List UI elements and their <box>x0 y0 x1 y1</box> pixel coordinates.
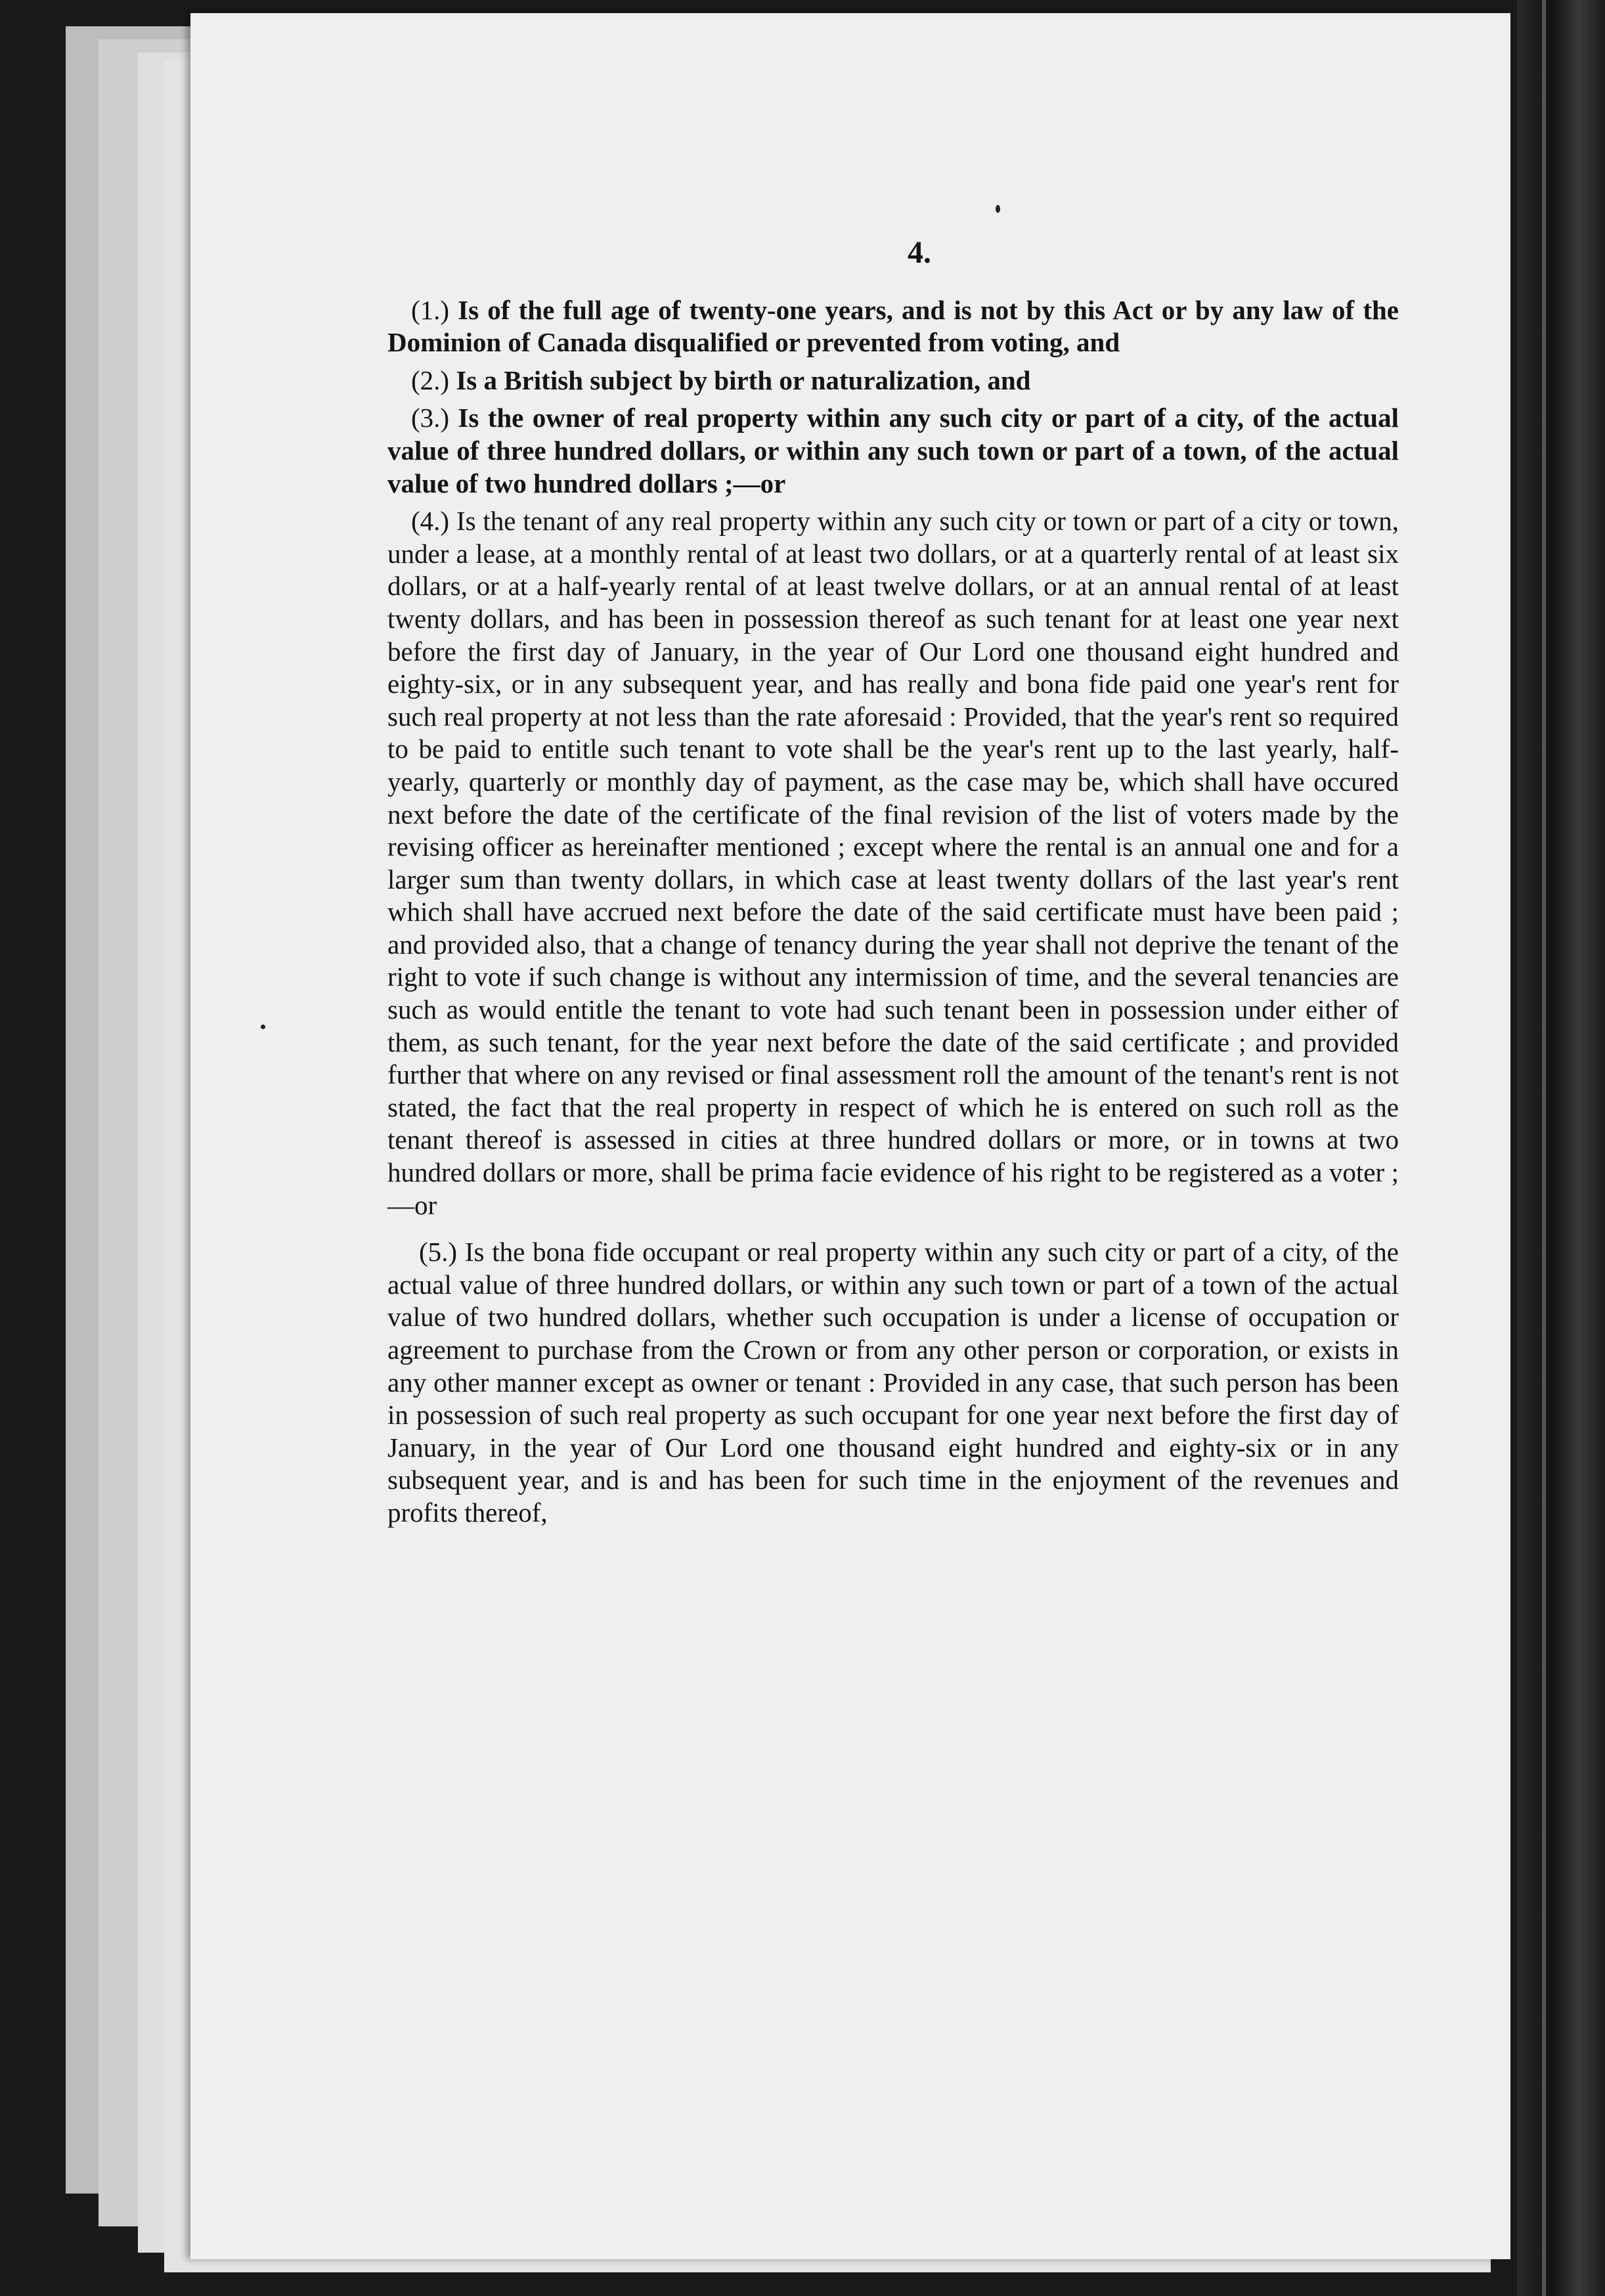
clause-number: (5.) <box>419 1237 458 1268</box>
page-number: 4. <box>908 235 931 270</box>
clause-text: Is a British subject by birth or naturalization, and <box>449 364 1031 395</box>
clause-3 <box>387 402 1399 500</box>
clause-number: (4.) <box>411 506 450 537</box>
clause-text: Is the owner of real property within any such city or part of a city, of the actual value of three hundred dollars, or within any such town or part of a town, of the actual value of two hundred dollars ;—or <box>387 403 1399 498</box>
clause-text: Is the tenant of any real property within any such city or town or part of a city or town, under a lease, at a monthly rental of at least two dollars, or at a quarterly rental of at least six dollars, or at a half-yearly rental of at least twelve dollars, or at an annual rental of at least twenty dollars, and has been in possession thereof as such tenant for at least one year next before the first day of January, in the year of Our Lord one thousand eight hundred and eighty-six, or in any subsequent year, and has really and bona fide paid one year's rent for such real property at not less than the rate aforesaid : Provided, that the year's rent so required to be paid to entitle such tenant to vote shall be the year's rent up to the last yearly, half-yearly, quarterly or monthly day of payment, as the case may be, which shall have occured next before the date of the certificate of the final revision of the list of voters made by the revising officer as hereinafter mentioned ; except where the rental is an annual one and for a larger sum than twenty dollars, in which case at least twenty dollars of the last year's rent which shall have accrued next before the date of the said certificate must have been paid ; and provided also, that a change of tenancy during the year shall not deprive the tenant of the right to vote if such change is without any intermission of time, and the several tenancies are such as would entitle the tenant to vote had such tenant been in possession under either of them, as such tenant, for the year next before the date of the said certificate ; and provided further that where on any revised or final assessment roll the amount of the tenant's rent is not stated, the fact that the real property in respect of which he is entered on such roll as the tenant thereof is assessed in cities at three hundred dollars or more, or in towns at two hundred dollars or more, shall be prima facie evidence of his right to be registered as a voter ;—or <box>387 506 1399 1220</box>
speck-mark <box>996 205 1000 213</box>
clause-4 <box>387 505 1399 1222</box>
clause-2 <box>387 364 1399 397</box>
book-binding <box>1517 0 1605 2296</box>
clause-number: (2.) <box>411 364 450 395</box>
binding-edge-line <box>1542 0 1546 2296</box>
clause-1 <box>387 294 1399 359</box>
clause-5 <box>387 1236 1399 1529</box>
clause-number: (3.) <box>411 403 450 433</box>
document-body <box>387 236 1399 1535</box>
clause-number: (1.) <box>411 294 450 325</box>
clause-text: Is of the full age of twenty-one years, and is not by this Act or by any law of the Dominion of Canada disqualified or prevented from voting, and <box>387 294 1399 358</box>
speck-mark <box>261 1025 265 1029</box>
clause-text: Is the bona fide occupant or real property within any such city or part of a city, of the actual value of three hundred dollars, or within any such town or part of a town of the actual value of two hundred dollars, whether such occupation is under a license of occupation or agreement to purchase from the Crown or from any other person or corporation, or exists in any other manner except as owner or tenant : Provided in any case, that such person has been in possession of such real property as such occupant for one year next before the first day of January, in the year of Our Lord one thousand eight hundred and eighty-six or in any subsequent year, and is and has been for such time in the enjoyment of the revenues and profits thereof, <box>387 1237 1399 1528</box>
